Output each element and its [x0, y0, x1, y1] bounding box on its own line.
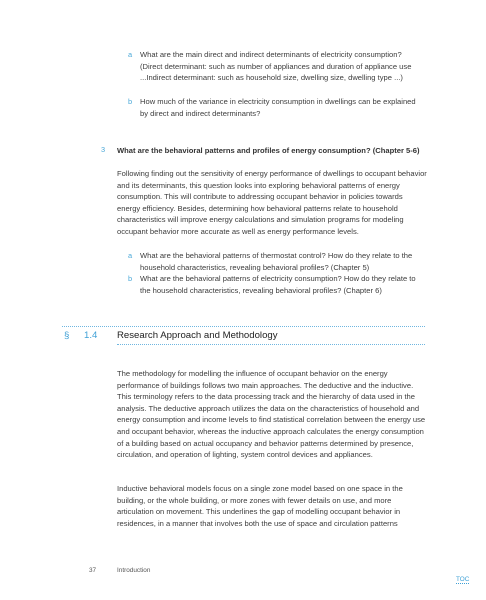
list-item-text: What are the behavioral patterns of electricity consumption? How do they relate to the household characteristics, revealing behavioral profiles? (Chapter 6) [140, 274, 416, 295]
section-number: 1.4 [84, 330, 98, 341]
list-item-text: How much of the variance in electricity consumption in dwellings can be explained by direct and indirect determinants? [140, 97, 416, 118]
section-rule-top [62, 326, 425, 327]
list-item-text: What are the behavioral patterns of thermostat control? How do they relate to the household characteristics, revealing behavioral profiles? (Chapter 5) [140, 251, 413, 272]
body-paragraph-1: The methodology for modelling the influence of occupant behavior on the energy performance of buildings follows two main approaches. The deductive and the inductive. This terminology refers to the data processing track and the hierarchy of data used in the analysis. The deductive approach utilizes the data on the characteristics of household and energy consumption and income levels to find statistical correlation between the energy use and occupant behavior, whereas the inductive approach calculates the energy consumption of a building based on actual occupancy and behavior patterns determined by presence, circulation, and operation of lighting, system control devices and appliances. [117, 369, 426, 460]
question-paragraph: Following finding out the sensitivity of energy performance of dwellings to occupant behavior and its determinants, this question looks into exploring behavioral patterns of energy consumption. This will contribute to addressing occupant behavior in policies towards energy efficiency. Besides, determining how behavioral patterns relate to household characteristics will improve energy calculations and simulation programs for modeling occupant behavior more accurate as well as energy performance levels. [117, 169, 427, 236]
page-number: 37 [89, 567, 97, 574]
section-symbol: § [64, 330, 70, 341]
list-marker: a [128, 251, 133, 260]
question-number: 3 [101, 145, 106, 154]
body-paragraph-2: Inductive behavioral models focus on a single zone model based on one space in the building, or the whole building, or more zones with fewer details on use, and more articulation on movement. This underlines the gap of modelling occupant behavior in residences, in a manner that involves both the use of space and circulation patterns [117, 484, 403, 528]
toc-link[interactable]: TOC [456, 576, 470, 583]
section-title: Research Approach and Methodology [117, 330, 278, 341]
list-marker: b [128, 274, 133, 283]
footer-chapter: Introduction [117, 567, 151, 574]
list-marker: b [128, 97, 133, 106]
list1-item-b [128, 96, 424, 119]
list-item-text: What are the main direct and indirect determinants of electricity consumption? (Direct determinant: such as number of appliances and duration of appliance use ...Indirect determinant: such as household size, dwelling size, dwelling type ...) [140, 50, 412, 83]
list-marker: a [128, 50, 133, 59]
list2-item-b [128, 273, 424, 296]
list1-item-a [128, 49, 424, 84]
section-rule-bottom [117, 344, 425, 345]
question-heading: What are the behavioral patterns and profiles of energy consumption? (Chapter 5-6) [117, 146, 420, 155]
list2-item-a [128, 250, 424, 273]
